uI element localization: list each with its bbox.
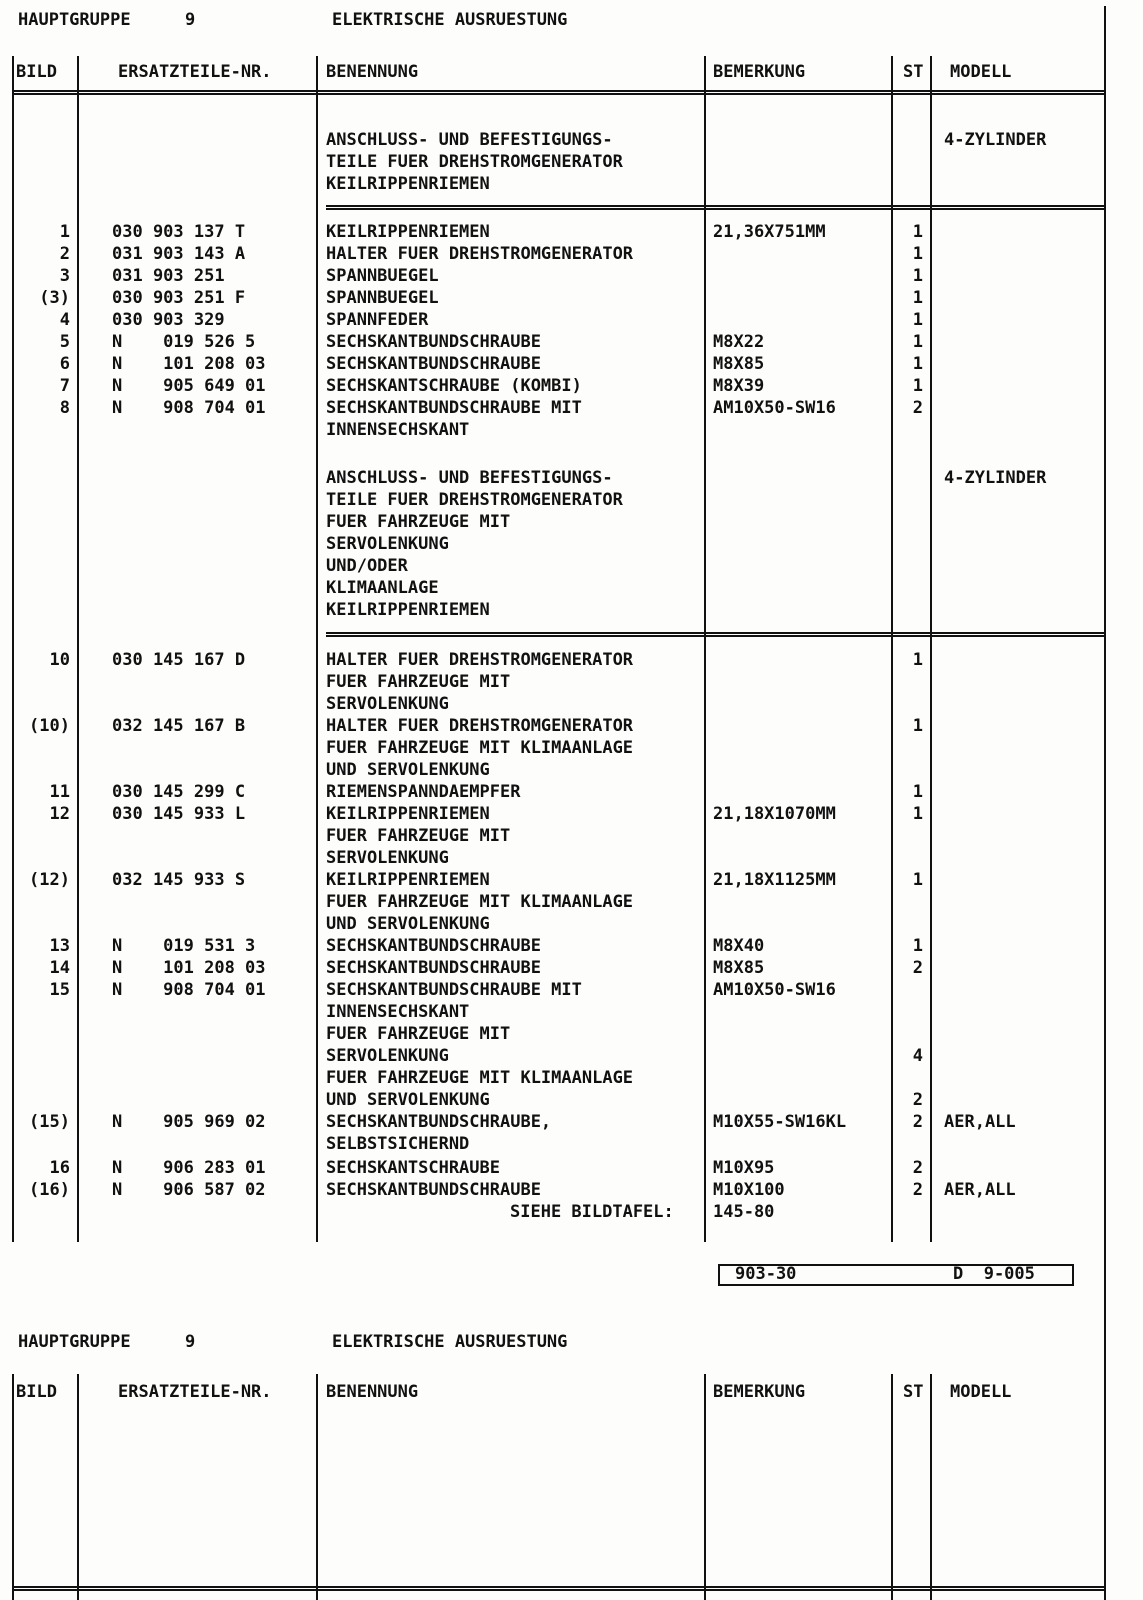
row-part-number: 031 903 251	[112, 266, 225, 286]
row-description: SECHSKANTBUNDSCHRAUBE MIT	[326, 398, 582, 418]
row-bild: 10	[49, 650, 70, 670]
row-qty: 1	[912, 936, 923, 956]
row-part-number: 030 145 933 L	[112, 804, 246, 824]
next-page-group-number: 9	[185, 1332, 196, 1352]
row-bild: 15	[49, 980, 70, 1000]
row-bild: 5	[59, 332, 70, 352]
row-description: SECHSKANTSCHRAUBE (KOMBI)	[326, 376, 582, 396]
next-col-header-bem: BEMERKUNG	[713, 1382, 806, 1402]
next-col-header-ben: BENENNUNG	[326, 1382, 419, 1402]
row-bild: 7	[59, 376, 70, 396]
col-line-st	[930, 56, 932, 1242]
row-remark: 21,18X1125MM	[713, 870, 836, 890]
row-description: KEILRIPPENRIEMEN	[326, 870, 490, 890]
next-col-header-bild: BILD	[16, 1382, 57, 1402]
row-description: FUER FAHRZEUGE MIT	[326, 826, 511, 846]
row-description: INNENSECHSKANT	[326, 1002, 470, 1022]
row-qty: 1	[912, 266, 923, 286]
row-bild: 2	[59, 244, 70, 264]
row-part-number: 030 903 329	[112, 310, 225, 330]
row-description: SECHSKANTBUNDSCHRAUBE	[326, 354, 541, 374]
row-part-number: N 908 704 01	[112, 398, 266, 418]
row-qty: 1	[912, 716, 923, 736]
section-1-modell: 4-ZYLINDER	[944, 130, 1047, 150]
row-remark: AM10X50-SW16	[713, 980, 836, 1000]
section-2-title-line: TEILE FUER DREHSTROMGENERATOR	[326, 490, 623, 510]
row-description: SELBSTSICHERND	[326, 1134, 470, 1154]
footer-right-code: D 9-005	[953, 1264, 1035, 1284]
next-col-header-mod: MODELL	[950, 1382, 1012, 1402]
row-part-number: 030 903 137 T	[112, 222, 246, 242]
row-description: SPANNBUEGEL	[326, 266, 439, 286]
row-description: UND SERVOLENKUNG	[326, 1090, 490, 1110]
row-qty: 2	[912, 1090, 923, 1110]
row-description: UND SERVOLENKUNG	[326, 914, 490, 934]
row-remark: M8X22	[713, 332, 765, 352]
row-qty: 1	[912, 650, 923, 670]
row-description: FUER FAHRZEUGE MIT	[326, 1024, 511, 1044]
row-qty: 2	[912, 398, 923, 418]
next-col-line-nr	[316, 1374, 318, 1600]
row-qty: 1	[912, 332, 923, 352]
next-col-line-bild	[77, 1374, 79, 1600]
row-bild: (15)	[29, 1112, 70, 1132]
row-qty: 1	[912, 782, 923, 802]
row-bild: 8	[59, 398, 70, 418]
col-header-bem: BEMERKUNG	[713, 62, 806, 82]
section-2-title-line: UND/ODER	[326, 556, 408, 576]
row-description: SECHSKANTBUNDSCHRAUBE	[326, 958, 541, 978]
row-part-number: N 019 526 5	[112, 332, 256, 352]
row-bild: 14	[49, 958, 70, 978]
section-1-title-line: ANSCHLUSS- UND BEFESTIGUNGS-	[326, 130, 613, 150]
row-description: SECHSKANTBUNDSCHRAUBE	[326, 332, 541, 352]
row-description: FUER FAHRZEUGE MIT KLIMAANLAGE	[326, 892, 634, 912]
row-description: KEILRIPPENRIEMEN	[326, 804, 490, 824]
row-description: SERVOLENKUNG	[326, 694, 449, 714]
row-qty: 2	[912, 1180, 923, 1200]
row-bild: 6	[59, 354, 70, 374]
row-part-number: N 908 704 01	[112, 980, 266, 1000]
col-header-nr: ERSATZTEILE-NR.	[118, 62, 272, 82]
row-qty: 1	[912, 288, 923, 308]
row-bild: 12	[49, 804, 70, 824]
see-also-label: SIEHE BILDTAFEL:	[510, 1202, 674, 1222]
section-2-title-line: SERVOLENKUNG	[326, 534, 449, 554]
row-description: SECHSKANTBUNDSCHRAUBE	[326, 936, 541, 956]
section-2-separator	[326, 632, 1104, 637]
row-qty: 1	[912, 354, 923, 374]
row-bild: (3)	[39, 288, 70, 308]
row-part-number: 032 145 167 B	[112, 716, 246, 736]
header-separator	[12, 90, 1104, 95]
row-description: SPANNBUEGEL	[326, 288, 439, 308]
row-bild: (10)	[29, 716, 70, 736]
section-2-title-line: KEILRIPPENRIEMEN	[326, 600, 490, 620]
section-1-title-line: KEILRIPPENRIEMEN	[326, 174, 490, 194]
row-qty: 1	[912, 310, 923, 330]
row-bild: 11	[49, 782, 70, 802]
row-remark: 21,18X1070MM	[713, 804, 836, 824]
next-col-line-left	[12, 1374, 14, 1600]
see-also-value: 145-80	[713, 1202, 775, 1222]
col-header-bild: BILD	[16, 62, 57, 82]
row-bild: 3	[59, 266, 70, 286]
row-remark: M8X85	[713, 354, 765, 374]
row-description: SECHSKANTBUNDSCHRAUBE MIT	[326, 980, 582, 1000]
row-remark: M10X95	[713, 1158, 775, 1178]
row-remark: M8X85	[713, 958, 765, 978]
row-part-number: 030 145 299 C	[112, 782, 246, 802]
row-description: FUER FAHRZEUGE MIT KLIMAANLAGE	[326, 738, 634, 758]
row-description: SERVOLENKUNG	[326, 848, 449, 868]
row-part-number: N 906 587 02	[112, 1180, 266, 1200]
row-description: SECHSKANTBUNDSCHRAUBE,	[326, 1112, 552, 1132]
section-1-title-line: TEILE FUER DREHSTROMGENERATOR	[326, 152, 623, 172]
row-description: RIEMENSPANNDAEMPFER	[326, 782, 521, 802]
col-header-ben: BENENNUNG	[326, 62, 419, 82]
section-2-title-line: ANSCHLUSS- UND BEFESTIGUNGS-	[326, 468, 613, 488]
row-remark: 21,36X751MM	[713, 222, 826, 242]
row-bild: 4	[59, 310, 70, 330]
footer-left-code: 903-30	[735, 1264, 797, 1284]
row-qty: 1	[912, 870, 923, 890]
row-part-number: 030 903 251 F	[112, 288, 246, 308]
row-qty: 2	[912, 1112, 923, 1132]
row-description: UND SERVOLENKUNG	[326, 760, 490, 780]
row-part-number: N 101 208 03	[112, 958, 266, 978]
col-line-ben	[704, 56, 706, 1242]
col-line-left	[12, 56, 14, 1242]
row-description: HALTER FUER DREHSTROMGENERATOR	[326, 244, 634, 264]
row-description: SECHSKANTSCHRAUBE	[326, 1158, 500, 1178]
col-line-bem	[891, 56, 893, 1242]
row-qty: 1	[912, 222, 923, 242]
row-description: FUER FAHRZEUGE MIT	[326, 672, 511, 692]
section-2-modell: 4-ZYLINDER	[944, 468, 1047, 488]
group-label: HAUPTGRUPPE	[18, 10, 131, 30]
col-header-mod: MODELL	[950, 62, 1012, 82]
row-remark: M8X40	[713, 936, 765, 956]
row-part-number: 031 903 143 A	[112, 244, 246, 264]
row-part-number: N 906 283 01	[112, 1158, 266, 1178]
row-qty: 4	[912, 1046, 923, 1066]
row-qty: 2	[912, 958, 923, 978]
row-part-number: N 905 649 01	[112, 376, 266, 396]
row-qty: 1	[912, 804, 923, 824]
next-header-separator	[12, 1586, 1104, 1591]
col-header-st: ST	[903, 62, 924, 82]
page-right-border	[1104, 6, 1106, 1600]
next-col-line-ben	[704, 1374, 706, 1600]
row-part-number: 030 145 167 D	[112, 650, 246, 670]
row-qty: 2	[912, 1158, 923, 1178]
col-line-bild	[77, 56, 79, 1242]
next-col-line-st	[930, 1374, 932, 1600]
row-part-number: N 905 969 02	[112, 1112, 266, 1132]
row-remark: M10X100	[713, 1180, 785, 1200]
col-line-nr	[316, 56, 318, 1242]
row-model: AER,ALL	[944, 1112, 1016, 1132]
row-description: KEILRIPPENRIEMEN	[326, 222, 490, 242]
next-page-group-label: HAUPTGRUPPE	[18, 1332, 131, 1352]
row-description: SPANNFEDER	[326, 310, 429, 330]
row-bild: (12)	[29, 870, 70, 890]
next-col-header-nr: ERSATZTEILE-NR.	[118, 1382, 272, 1402]
row-description: HALTER FUER DREHSTROMGENERATOR	[326, 716, 634, 736]
section-2-title-line: FUER FAHRZEUGE MIT	[326, 512, 511, 532]
next-page-group-title: ELEKTRISCHE AUSRUESTUNG	[332, 1332, 568, 1352]
row-description: HALTER FUER DREHSTROMGENERATOR	[326, 650, 634, 670]
row-bild: 13	[49, 936, 70, 956]
row-qty: 1	[912, 244, 923, 264]
group-title: ELEKTRISCHE AUSRUESTUNG	[332, 10, 568, 30]
row-description: SERVOLENKUNG	[326, 1046, 449, 1066]
row-part-number: N 019 531 3	[112, 936, 256, 956]
row-part-number: N 101 208 03	[112, 354, 266, 374]
row-remark: M8X39	[713, 376, 765, 396]
next-col-line-bem	[891, 1374, 893, 1600]
row-bild: 16	[49, 1158, 70, 1178]
section-2-title-line: KLIMAANLAGE	[326, 578, 439, 598]
row-description: FUER FAHRZEUGE MIT KLIMAANLAGE	[326, 1068, 634, 1088]
section-1-separator	[326, 205, 1104, 210]
row-remark: AM10X50-SW16	[713, 398, 836, 418]
row-qty: 1	[912, 376, 923, 396]
row-bild: 1	[59, 222, 70, 242]
row-model: AER,ALL	[944, 1180, 1016, 1200]
row-description: INNENSECHSKANT	[326, 420, 470, 440]
row-remark: M10X55-SW16KL	[713, 1112, 847, 1132]
row-description: SECHSKANTBUNDSCHRAUBE	[326, 1180, 541, 1200]
group-number: 9	[185, 10, 196, 30]
row-part-number: 032 145 933 S	[112, 870, 246, 890]
row-bild: (16)	[29, 1180, 70, 1200]
next-col-header-st: ST	[903, 1382, 924, 1402]
